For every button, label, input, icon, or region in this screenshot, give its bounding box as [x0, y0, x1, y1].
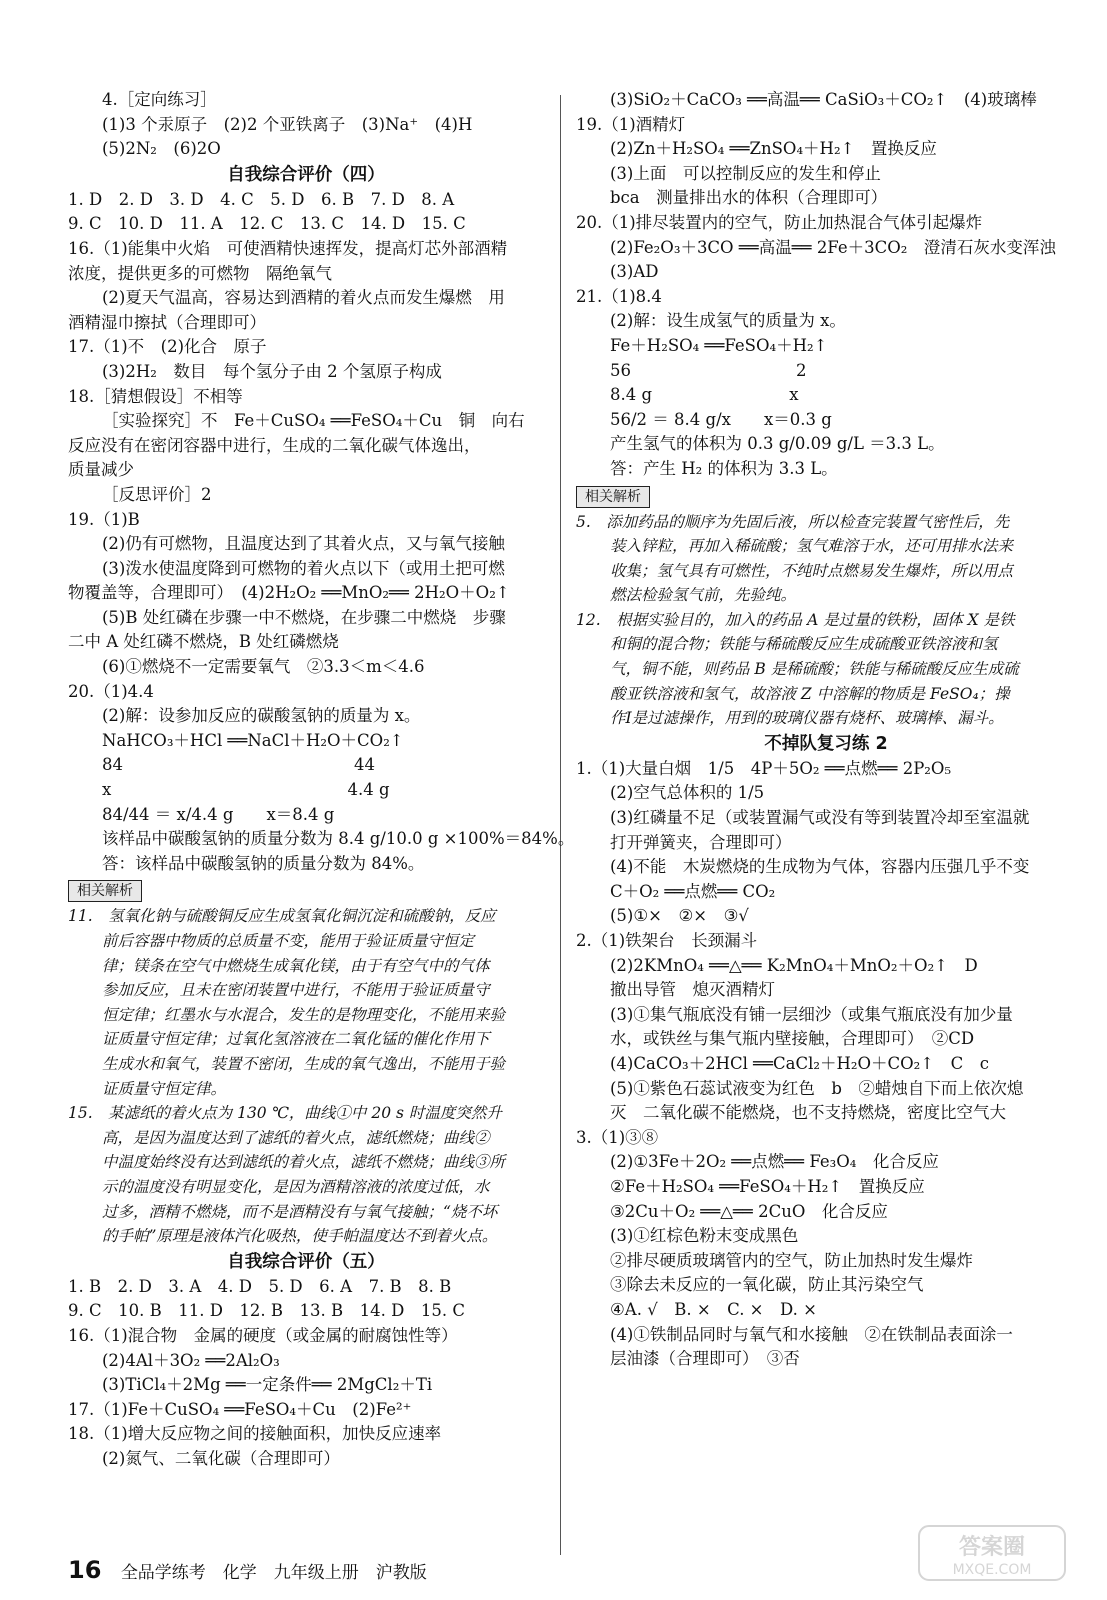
explanation-line: 燃法检验氢气前，先验纯。 [610, 586, 797, 605]
answer-line: (1)3 个汞原子 (2)2 个亚铁离子 (3)Na⁺ (4)H [102, 114, 473, 134]
answer-line: 酒精湿巾擦拭（合理即可） [68, 312, 266, 332]
answer-line: ②Fe＋H₂SO₄ ══FeSO₄＋H₂↑ 置换反应 [610, 1176, 925, 1196]
answer-line: 物覆盖等，合理即可） (4)2H₂O₂ ══MnO₂══ 2H₂O＋O₂↑ [68, 583, 510, 603]
explanation-line: 12. 根据实验目的，加入的药品 A 是过量的铁粉，固体 X 是铁 [576, 610, 1015, 629]
answer-line: (2)解：设生成氢气的质量为 x。 [610, 311, 846, 331]
answer-line: 灭 二氧化碳不能燃烧，也不支持燃烧，密度比空气大 [610, 1103, 1006, 1123]
answer-line: (2)Zn＋H₂SO₄ ══ZnSO₄＋H₂↑ 置换反应 [610, 139, 937, 159]
answer-line: 1.（1)大量白烟 1/5 4P＋5O₂ ══点燃══ 2P₂O₅ [576, 758, 952, 778]
answer-line: 56/2 ＝ 8.4 g/x x＝0.3 g [610, 409, 832, 429]
watermark-sub: MXQE.COM [952, 1562, 1032, 1578]
answer-line: 19.（1)酒精灯 [576, 114, 686, 134]
answer-line: 16.（1)混合物 金属的硬度（或金属的耐腐蚀性等） [68, 1325, 458, 1345]
answer-line: Fe＋H₂SO₄ ══FeSO₄＋H₂↑ [610, 335, 828, 355]
answer-line: 19.（1)B [68, 509, 140, 529]
answer-line: ④A. √ B. × C. × D. × [610, 1299, 817, 1319]
answer-line: 产生氢气的体积为 0.3 g/0.09 g/L ＝3.3 L。 [610, 434, 945, 454]
tag-row [576, 482, 1076, 510]
explanation-line: 前后容器中物质的总质量不变，能用于验证质量守恒定 [102, 932, 475, 950]
answer-line: 二中 A 处红磷不燃烧，B 处红磷燃烧 [68, 632, 339, 652]
answer-line: (4)①铁制品同时与氧气和水接触 ②在铁制品表面涂一 [610, 1324, 1013, 1344]
answer-line: C＋O₂ ══点燃══ CO₂ [610, 881, 776, 901]
answer-line: 质量减少 [68, 460, 134, 480]
explanation-line: 和铜的混合物；铁能与稀硫酸反应生成硫酸亚铁溶液和氢 [610, 635, 998, 654]
answer-line: (4)CaCO₃＋2HCl ══CaCl₂＋H₂O＋CO₂↑ C c [610, 1053, 989, 1073]
answer-line: (6)①燃烧不一定需要氧气 ②3.3＜m＜4.6 [102, 657, 425, 677]
answer-line: 答：该样品中碳酸氢钠的质量分数为 84%。 [102, 853, 425, 873]
answer-line: 21.（1)8.4 [576, 286, 662, 306]
answer-line: 反应没有在密闭容器中进行，生成的二氧化碳气体逸出， [68, 435, 481, 455]
answer-line: (3)红磷量不足（或装置漏气或没有等到装置冷却至室温就 [610, 808, 1030, 828]
answer-line: 20.（1)4.4 [68, 681, 154, 701]
explanation-line: 生成水和氧气，装置不密闭，生成的氧气逸出，不能用于验 [102, 1054, 506, 1073]
answer-line: (2)解：设参加反应的碳酸氢钠的质量为 x。 [102, 706, 421, 726]
left-column [68, 88, 575, 1471]
answer-line: 84 44 [102, 755, 375, 775]
answer-line: 9. C 10. D 11. A 12. C 13. C 14. D 15. C [68, 214, 466, 234]
answer-line: 17.（1)不 (2)化合 原子 [68, 337, 267, 357]
answer-line: ［反思评价］2 [102, 484, 212, 504]
answer-line: (2)氮气、二氧化碳（合理即可） [102, 1448, 340, 1468]
explanation-line: 装入锌粒，再加入稀硫酸；氢气难溶于水，还可用排水法来 [610, 537, 1014, 556]
answer-line: ②排尽硬质玻璃管内的空气，防止加热时发生爆炸 [610, 1250, 973, 1270]
answer-line: 该样品中碳酸氢钠的质量分数为 8.4 g/10.0 g ×100%＝84%。 [102, 829, 575, 849]
answer-line: 56 2 [610, 360, 807, 380]
answer-line: 4.［定向练习］ [102, 90, 217, 109]
explanation-line: 15. 某滤纸的着火点为 130 ℃，曲线①中 20 s 时温度突然升 [68, 1104, 502, 1123]
answer-line: (3)①红棕色粉末变成黑色 [610, 1226, 799, 1246]
answer-line: NaHCO₃＋HCl ══NaCl＋H₂O＋CO₂↑ [102, 730, 404, 750]
explanation-line: 气，铜不能，则药品 B 是稀硫酸；铁能与稀硫酸反应生成硫 [610, 660, 1019, 679]
section-tag: 相关解析 [576, 486, 650, 508]
explanation-line: 示的温度没有明显变化，是因为酒精溶液的浓度过低，水 [102, 1177, 490, 1196]
answer-line: (3)SiO₂＋CaCO₃ ══高温══ CaSiO₃＋CO₂↑ (4)玻璃棒 [610, 90, 1037, 109]
answer-line: (5)①× ②× ③√ [610, 906, 749, 926]
answer-line: 2.（1)铁架台 长颈漏斗 [576, 931, 758, 950]
explanation-line: 的手帕”原理是液体汽化吸热，使手帕温度达不到着火点。 [102, 1227, 498, 1246]
explanation-line: 中温度始终没有达到滤纸的着火点，滤纸不燃烧；曲线③所 [102, 1153, 506, 1172]
section-heading: 自我综合评价（五） [227, 1251, 385, 1272]
answer-line: 层油漆（合理即可） ③否 [610, 1349, 800, 1369]
answer-line: (5)①紫色石蕊试液变为红色 b ②蜡烛自下而上依次熄 [610, 1078, 1024, 1098]
answer-line: (3)上面 可以控制反应的发生和停止 [610, 163, 881, 183]
answer-line: (3)2H₂ 数目 每个氢分子由 2 个氢原子构成 [102, 361, 442, 381]
answer-line: 3.（1)③⑧ [576, 1127, 659, 1147]
explanation-line: 酸亚铁溶液和氢气，故溶液 Z 中溶解的物质是 FeSO₄；操 [610, 684, 1010, 703]
answer-line: 18.［猜想假设］不相等 [68, 386, 243, 406]
answer-line: 1. D 2. D 3. D 4. C 5. D 6. B 7. D 8. A [68, 189, 455, 209]
answer-line: (2)2KMnO₄ ══△══ K₂MnO₄＋MnO₂＋O₂↑ D [610, 955, 978, 975]
answer-line: 8.4 g x [610, 385, 799, 405]
explanation-line: 5. 添加药品的顺序为先固后液，所以检查完装置气密性后，先 [576, 512, 1010, 531]
explanation-line: 高，是因为温度达到了滤纸的着火点，滤纸燃烧；曲线② [102, 1128, 490, 1147]
answer-line: (5)B 处红磷在步骤一中不燃烧，在步骤二中燃烧 步骤 [102, 607, 506, 627]
answer-line: 浓度，提供更多的可燃物 隔绝氧气 [68, 263, 332, 283]
explanation-line: 参加反应，且未在密闭装置中进行，不能用于验证质量守 [102, 981, 490, 1000]
answer-line: (2)4Al＋3O₂ ══2Al₂O₃ [102, 1350, 280, 1370]
answer-line: (2)①3Fe＋2O₂ ══点燃══ Fe₃O₄ 化合反应 [610, 1152, 939, 1172]
answer-line: ③除去未反应的一氧化碳，防止其污染空气 [610, 1275, 924, 1295]
answer-line: (2)空气总体积的 1/5 [610, 783, 765, 803]
answer-line: ③2Cu＋O₂ ══△══ 2CuO 化合反应 [610, 1201, 888, 1221]
answer-line: (3)泼水使温度降到可燃物的着火点以下（或用土把可燃 [102, 558, 505, 578]
column-divider [560, 95, 561, 1555]
answer-line: 答：产生 H₂ 的体积为 3.3 L。 [610, 458, 838, 478]
answer-line: bca 测量排出水的体积（合理即可） [610, 188, 888, 208]
explanation-line: 证质量守恒定律。 [102, 1079, 227, 1098]
answer-line: (3)TiCl₄＋2Mg ══一定条件══ 2MgCl₂＋Ti [102, 1375, 433, 1395]
answer-line: 20.（1)排尽装置内的空气，防止加热混合气体引起爆炸 [576, 212, 983, 232]
watermark-text: 答案圈 [958, 1535, 1026, 1560]
explanation-line: 作Ⅰ是过滤操作，用到的玻璃仪器有烧杯、玻璃棒、漏斗。 [610, 709, 1004, 728]
answer-line: (3)AD [610, 262, 659, 282]
explanation-line: 恒定律；红墨水与水混合，发生的是物理变化，不能用来验 [102, 1005, 506, 1024]
answer-line: ［实验探究］不 Fe＋CuSO₄ ══FeSO₄＋Cu 铜 向右 [102, 411, 525, 431]
answer-line: (4)不能 木炭燃烧的生成物为气体，容器内压强几乎不变 [610, 857, 1030, 877]
explanation-line: 证质量守恒定律；过氧化氢溶液在二氧化锰的催化作用下 [102, 1030, 490, 1049]
book-title: 全品学练考 化学 九年级上册 沪教版 [120, 1563, 427, 1583]
answer-line: 打开弹簧夹，合理即可） [610, 832, 792, 852]
answer-line: 9. C 10. B 11. D 12. B 13. B 14. D 15. C [68, 1301, 465, 1321]
explanation-line: 11. 氢氧化钠与硫酸铜反应生成氢氧化铜沉淀和硫酸钠，反应 [68, 907, 496, 926]
answer-line: (2)Fe₂O₃＋3CO ══高温══ 2Fe＋3CO₂ 澄清石灰水变浑浊 [610, 237, 1056, 257]
answer-line: (2)仍有可燃物，且温度达到了其着火点，又与氧气接触 [102, 534, 505, 554]
page-footer [68, 1556, 427, 1584]
answer-line: 84/44 ＝ x/4.4 g x＝8.4 g [102, 804, 335, 824]
answer-line: 17.（1)Fe＋CuSO₄ ══FeSO₄＋Cu (2)Fe²⁺ [68, 1399, 412, 1419]
tag-row [68, 876, 544, 904]
answer-line: 18.（1)增大反应物之间的接触面积，加快反应速率 [68, 1424, 442, 1444]
page-number: 16 [68, 1556, 102, 1584]
explanation-line: 收集；氢气具有可燃性，不纯时点燃易发生爆炸，所以用点 [610, 561, 1014, 580]
section-heading: 自我综合评价（四） [227, 164, 385, 185]
answer-line: (3)①集气瓶底没有铺一层细沙（或集气瓶底没有加少量 [610, 1004, 1013, 1024]
section-tag: 相关解析 [68, 880, 142, 902]
answer-line: 撤出导管 熄灭酒精灯 [610, 980, 775, 1000]
answer-line: 水，或铁丝与集气瓶内壁接触，合理即可） ②CD [610, 1029, 975, 1049]
answer-line: (2)夏天气温高，容易达到酒精的着火点而发生爆燃 用 [102, 288, 505, 308]
right-column [576, 88, 1076, 1372]
section-heading: 不掉队复习练 2 [764, 733, 888, 754]
explanation-line: 过多，酒精不燃烧，而不是酒精没有与氧气接触；“烧不坏 [102, 1202, 498, 1221]
answer-line: 16.（1)能集中火焰 可使酒精快速挥发，提高灯芯外部酒精 [68, 238, 508, 258]
answer-line: 1. B 2. D 3. A 4. D 5. D 6. A 7. B 8. B [68, 1276, 452, 1296]
watermark-logo [917, 1524, 1067, 1582]
explanation-line: 律；镁条在空气中燃烧生成氧化镁，由于有空气中的气体 [102, 956, 490, 975]
answer-line: (5)2N₂ (6)2O [102, 139, 221, 159]
answer-line: x 4.4 g [102, 780, 390, 800]
